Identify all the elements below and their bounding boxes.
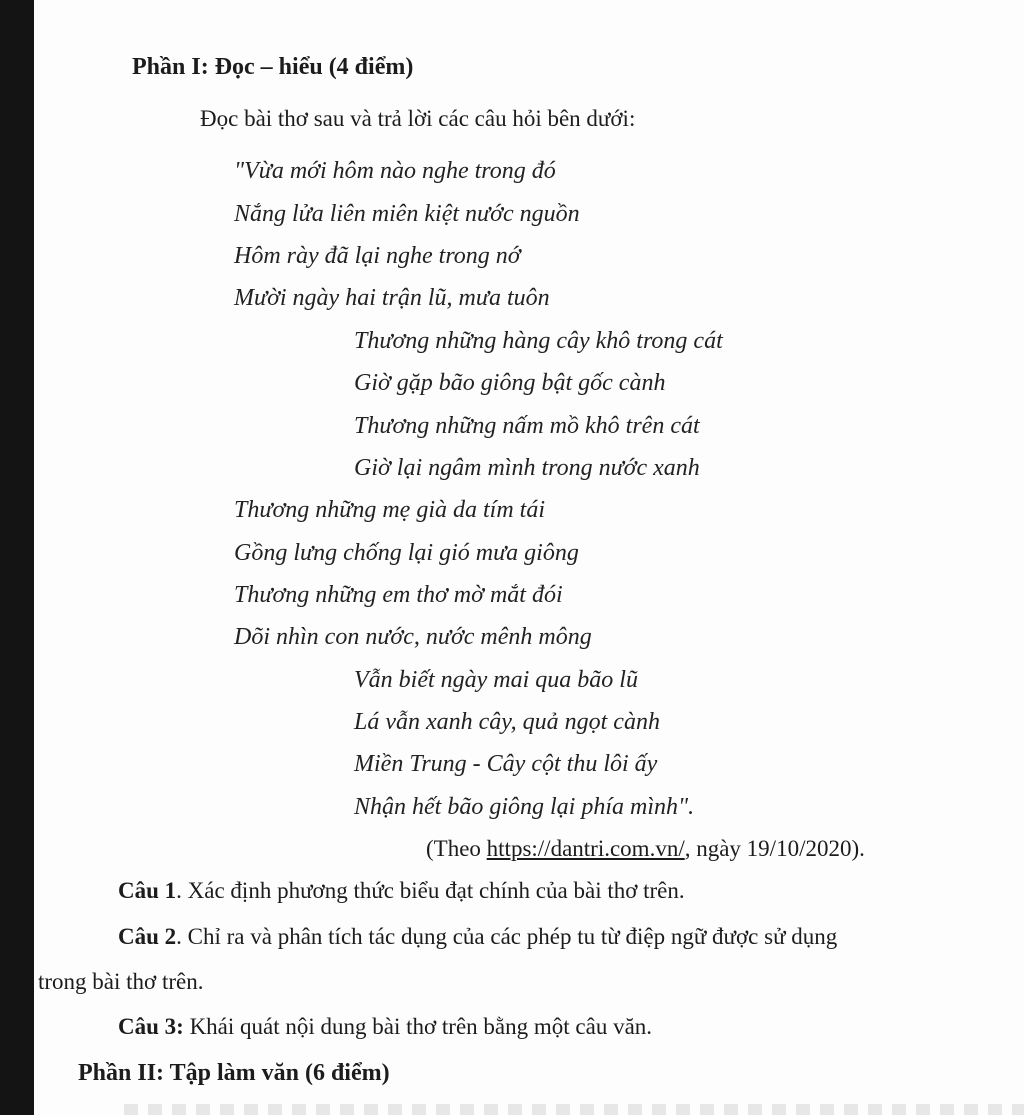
poem-line: Nắng lửa liên miên kiệt nước nguồn [234,201,580,227]
question-3 [118,1012,652,1042]
question-2-continuation: trong bài thơ trên. [38,969,204,994]
question-1 [118,876,685,906]
poem-source [426,834,865,864]
cut-off-text-line [124,1104,1024,1115]
question-text: Khái quát nội dung bài thơ trên bằng một câu văn. [183,1014,653,1039]
poem-line: "Vừa mới hôm nào nghe trong đó [234,158,556,184]
part1-instruction: Đọc bài thơ sau và trả lời các câu hỏi bên dưới: [200,106,636,131]
question-label: Câu 2 [118,924,177,949]
poem-line: Nhận hết bão giông lại phía mình". [354,794,695,820]
poem-line: Gồng lưng chống lại gió mưa giông [234,540,579,566]
poem-line: Mười ngày hai trận lũ, mưa tuôn [234,285,550,311]
poem-line: Lá vẫn xanh cây, quả ngọt cành [354,709,660,735]
poem-line: Hôm rày đã lại nghe trong nớ [234,243,521,269]
question-label: Câu 3: [118,1014,184,1039]
source-link[interactable]: https://dantri.com.vn/ [486,836,685,861]
document-page [34,0,1024,1115]
part1-heading: Phần I: Đọc – hiểu (4 điểm) [132,54,414,80]
poem-line: Thương những em thơ mờ mắt đói [234,582,563,608]
source-suffix: , ngày 19/10/2020). [684,836,865,861]
question-label: Câu 1 [118,878,177,903]
source-prefix: (Theo [426,836,487,861]
question-text: . Chỉ ra và phân tích tác dụng của các phép tu từ điệp ngữ được sử dụng [176,924,838,949]
part2-heading: Phần II: Tập làm văn (6 điểm) [78,1060,390,1086]
left-edge-bar [0,0,34,1115]
poem-line: Giờ gặp bão giông bật gốc cành [354,370,666,396]
poem-line: Thương những nấm mồ khô trên cát [354,413,700,439]
poem-line: Dõi nhìn con nước, nước mênh mông [234,624,592,650]
poem-line: Thương những mẹ già da tím tái [234,497,545,523]
question-text: . Xác định phương thức biểu đạt chính của bài thơ trên. [176,878,685,903]
question-2 [118,922,837,952]
poem-line: Giờ lại ngâm mình trong nước xanh [354,455,700,481]
poem-line: Thương những hàng cây khô trong cát [354,328,723,354]
poem-line: Miền Trung - Cây cột thu lôi ấy [354,751,658,777]
poem-line: Vẫn biết ngày mai qua bão lũ [354,667,638,693]
